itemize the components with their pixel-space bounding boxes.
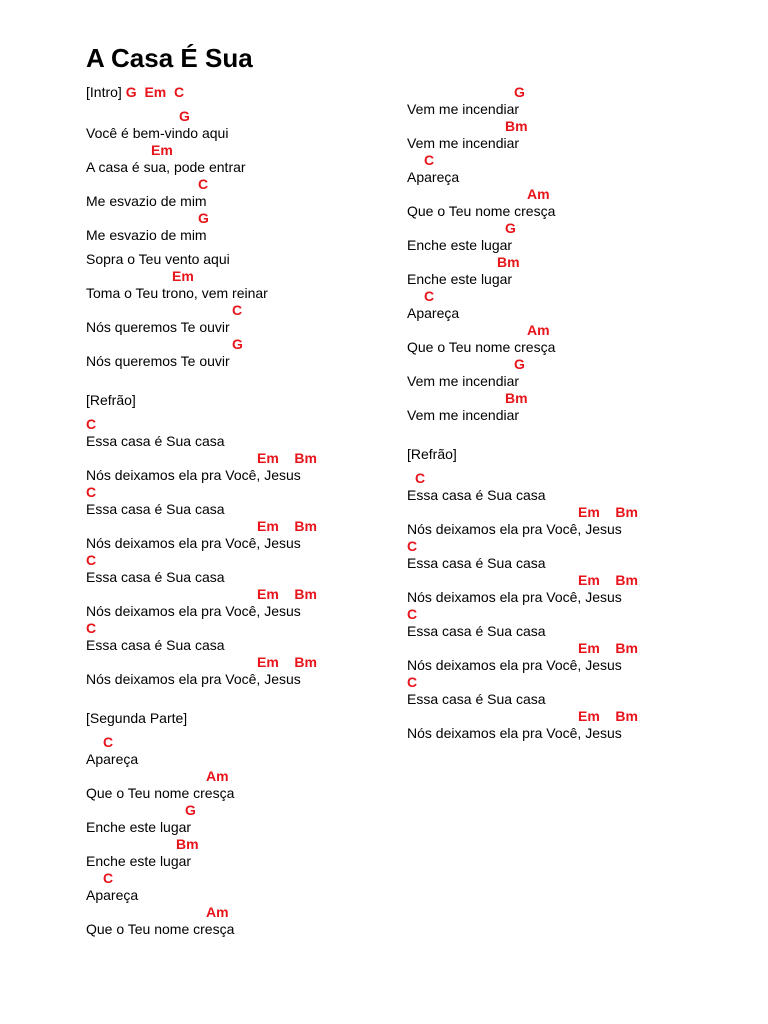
lyric-line: Apareça (407, 305, 460, 321)
lyric-line: Me esvazio de mim (86, 227, 207, 243)
chord-line: C (103, 734, 114, 750)
lyric-line: Apareça (407, 169, 460, 185)
lyric-line: Vem me incendiar (407, 135, 520, 151)
chord-line: Em (151, 142, 173, 158)
chord-line: Bm (505, 118, 528, 134)
lyric-line: Essa casa é Sua casa (407, 555, 546, 571)
chord-line: C (232, 302, 243, 318)
lyric-line: Nós queremos Te ouvir (86, 353, 230, 369)
lyric-line: Vem me incendiar (407, 407, 520, 423)
chord-line: C (198, 176, 209, 192)
spacer (86, 688, 386, 710)
chord-line: C (407, 606, 418, 622)
lyric-line: Vem me incendiar (407, 373, 520, 389)
chord-line: C (86, 620, 97, 636)
lyric-line: Nós deixamos ela pra Você, Jesus (407, 657, 622, 673)
chord-line: G (514, 84, 525, 100)
lyric-line: Toma o Teu trono, vem reinar (86, 285, 268, 301)
intro-line (86, 84, 386, 101)
chord-line: C (86, 552, 97, 568)
chord-line: Em Bm (257, 654, 317, 670)
lyric-line: Que o Teu nome cresça (86, 785, 235, 801)
lyric-line: Nós deixamos ela pra Você, Jesus (407, 589, 622, 605)
chord-line: Em (172, 268, 194, 284)
lyric-line: Que o Teu nome cresça (407, 339, 556, 355)
chord-line: Em Bm (257, 518, 317, 534)
chord-line: Em Bm (578, 708, 638, 724)
chord-line: C (103, 870, 114, 886)
chord-line: Em Bm (578, 640, 638, 656)
section-label: [Refrão] (407, 446, 457, 462)
chord-line: G (232, 336, 243, 352)
lyric-line: Apareça (86, 751, 139, 767)
chord-line: Am (527, 186, 550, 202)
chord-line: Am (527, 322, 550, 338)
section-label: [Refrão] (86, 392, 136, 408)
spacer (86, 244, 386, 251)
lyric-line: Enche este lugar (86, 853, 192, 869)
chord-line: C (415, 470, 426, 486)
lyric-line: Essa casa é Sua casa (86, 433, 225, 449)
chord-line: Bm (176, 836, 199, 852)
lyric-line: Essa casa é Sua casa (86, 569, 225, 585)
lyric-line: Nós deixamos ela pra Você, Jesus (86, 467, 301, 483)
lyric-line: Apareça (86, 887, 139, 903)
lyric-line: Que o Teu nome cresça (407, 203, 556, 219)
chord-line: C (407, 674, 418, 690)
lyric-line: Que o Teu nome cresça (86, 921, 235, 937)
chord-line: G (185, 802, 196, 818)
spacer (86, 370, 386, 392)
chord-line: G (198, 210, 209, 226)
chord-line: Am (206, 904, 229, 920)
spacer (407, 463, 737, 470)
lyric-line: Nós deixamos ela pra Você, Jesus (86, 603, 301, 619)
spacer (86, 409, 386, 416)
section-label: [Intro] (86, 84, 122, 100)
lyric-line: Essa casa é Sua casa (86, 501, 225, 517)
chord-line: C (86, 484, 97, 500)
chord-line: C (424, 288, 435, 304)
section-label: [Segunda Parte] (86, 710, 188, 726)
lyric-line: Nós deixamos ela pra Você, Jesus (86, 671, 301, 687)
lyric-line: Enche este lugar (407, 271, 513, 287)
chord-line: C (86, 416, 97, 432)
chord-line: G (505, 220, 516, 236)
lyric-line: Nós queremos Te ouvir (86, 319, 230, 335)
lyric-line: Me esvazio de mim (86, 193, 207, 209)
lyric-line: Enche este lugar (407, 237, 513, 253)
left-column (86, 84, 386, 938)
intro-chords: G Em C (125, 84, 185, 100)
chord-line: Bm (505, 390, 528, 406)
lyric-line: Nós deixamos ela pra Você, Jesus (407, 725, 622, 741)
page-title: A Casa É Sua (86, 43, 253, 73)
chord-line: G (514, 356, 525, 372)
chord-line: Em Bm (257, 450, 317, 466)
lyric-line: Essa casa é Sua casa (86, 637, 225, 653)
chord-line: C (424, 152, 435, 168)
lyric-line: Nós deixamos ela pra Você, Jesus (407, 521, 622, 537)
lyric-line: Enche este lugar (86, 819, 192, 835)
chord-line: Em Bm (257, 586, 317, 602)
spacer (86, 101, 386, 108)
lyric-line: Vem me incendiar (407, 101, 520, 117)
lyric-line: Nós deixamos ela pra Você, Jesus (86, 535, 301, 551)
chord-line: Em Bm (578, 504, 638, 520)
lyric-line: A casa é sua, pode entrar (86, 159, 246, 175)
lyric-line: Essa casa é Sua casa (407, 623, 546, 639)
lyric-line: Essa casa é Sua casa (407, 691, 546, 707)
lyric-line: Você é bem-vindo aqui (86, 125, 229, 141)
lyric-line: Sopra o Teu vento aqui (86, 251, 230, 267)
spacer (407, 424, 737, 446)
chord-line: Bm (497, 254, 520, 270)
lyric-line: Essa casa é Sua casa (407, 487, 546, 503)
spacer (86, 727, 386, 734)
chord-line: G (179, 108, 190, 124)
chord-line: C (407, 538, 418, 554)
chord-line: Em Bm (578, 572, 638, 588)
right-column (407, 84, 737, 742)
chord-line: Am (206, 768, 229, 784)
